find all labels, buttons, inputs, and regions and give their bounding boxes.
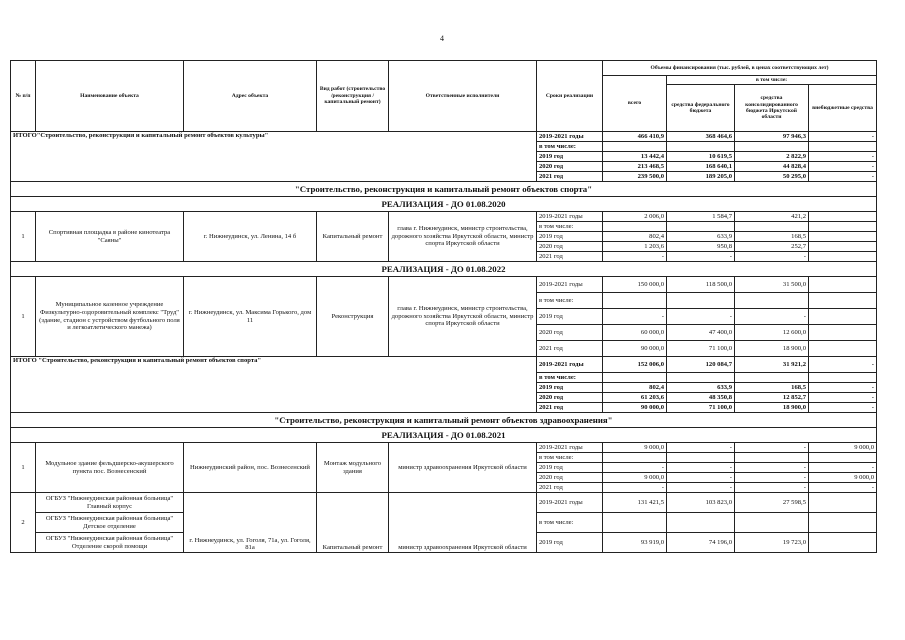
regional-cell: 18 900,0 xyxy=(735,403,809,413)
extra-cell xyxy=(809,309,877,325)
extra-cell: - xyxy=(809,393,877,403)
regional-cell: 168,5 xyxy=(735,383,809,393)
federal-cell: 47 400,0 xyxy=(667,325,735,341)
section-title-sport: "Строительство, реконструкция и капитальный ремонт объектов спорта" xyxy=(11,182,877,197)
col-address: Адрес объекта xyxy=(184,61,317,132)
total-cell: 9 000,0 xyxy=(603,473,667,483)
work-type: Капитальный ремонт xyxy=(317,493,389,553)
page-number: 4 xyxy=(440,34,444,43)
sport-total-row xyxy=(11,357,877,373)
period-cell: 2020 год xyxy=(537,162,603,172)
row-number: 1 xyxy=(11,443,36,493)
extra-cell xyxy=(809,293,877,309)
extra-cell xyxy=(809,533,877,553)
total-cell xyxy=(603,293,667,309)
federal-cell: 168 640,1 xyxy=(667,162,735,172)
total-cell: 93 919,0 xyxy=(603,533,667,553)
col-exec: Ответственные исполнители xyxy=(389,61,537,132)
extra-cell xyxy=(809,341,877,357)
total-cell: 61 203,6 xyxy=(603,393,667,403)
extra-cell: - xyxy=(809,383,877,393)
regional-cell: 27 598,5 xyxy=(735,493,809,513)
federal-cell xyxy=(667,142,735,152)
period-cell: в том числе: xyxy=(537,293,603,309)
period-cell: 2019 год xyxy=(537,463,603,473)
extra-cell xyxy=(809,252,877,262)
extra-cell: - xyxy=(809,463,877,473)
federal-cell: 368 464,6 xyxy=(667,132,735,142)
col-num: № п/п xyxy=(11,61,36,132)
work-type: Монтаж модульного здания xyxy=(317,443,389,493)
period-cell: 2021 год xyxy=(537,341,603,357)
regional-cell: 97 946,3 xyxy=(735,132,809,142)
total-cell: 13 442,4 xyxy=(603,152,667,162)
total-cell: - xyxy=(603,463,667,473)
extra-cell xyxy=(809,212,877,222)
period-cell: 2019-2021 годы xyxy=(537,212,603,222)
period-cell: 2021 год xyxy=(537,172,603,182)
period-cell: в том числе: xyxy=(537,142,603,152)
extra-cell: - xyxy=(809,357,877,373)
period-cell: в том числе: xyxy=(537,222,603,232)
federal-cell: 633,9 xyxy=(667,232,735,242)
period-cell: в том числе: xyxy=(537,373,603,383)
object-name: Спортивная площадка в районе кинотеатра "Саяны" xyxy=(36,212,184,262)
regional-cell: 31 921,2 xyxy=(735,357,809,373)
object-address: Нижнеудинский район, пос. Вознесенский xyxy=(184,443,317,493)
total-cell: - xyxy=(603,309,667,325)
extra-cell xyxy=(809,453,877,463)
work-type: Капитальный ремонт xyxy=(317,212,389,262)
federal-cell: - xyxy=(667,483,735,493)
period-cell: 2021 год xyxy=(537,483,603,493)
regional-cell: 252,7 xyxy=(735,242,809,252)
total-cell: 90 000,0 xyxy=(603,403,667,413)
culture-total-row xyxy=(11,132,877,142)
total-cell xyxy=(603,453,667,463)
federal-cell: 633,9 xyxy=(667,383,735,393)
period-cell: 2020 год xyxy=(537,473,603,483)
period-cell: 2019 год xyxy=(537,152,603,162)
total-cell: 152 006,0 xyxy=(603,357,667,373)
col-federal: средства федерального бюджета xyxy=(667,85,735,132)
object-address: г. Нижнеудинск, ул. Максима Горького, дом 11 xyxy=(184,277,317,357)
extra-cell xyxy=(809,513,877,533)
total-cell: 90 000,0 xyxy=(603,341,667,357)
period-cell: в том числе: xyxy=(537,453,603,463)
regional-cell: - xyxy=(735,309,809,325)
regional-cell xyxy=(735,293,809,309)
object-address: г. Нижнеудинск, ул. Гоголя, 71а, ул. Гоголя, 81а xyxy=(184,493,317,553)
federal-cell: 1 584,7 xyxy=(667,212,735,222)
executors: министр здравоохранения Иркутской области xyxy=(389,443,537,493)
regional-cell: 421,2 xyxy=(735,212,809,222)
culture-total-label: ИТОГО"Строительство, реконструкция и капитальный ремонт объектов культуры" xyxy=(11,132,537,182)
extra-cell: - xyxy=(809,132,877,142)
work-type: Реконструкция xyxy=(317,277,389,357)
federal-cell: - xyxy=(667,473,735,483)
total-cell xyxy=(603,222,667,232)
object-address: г. Нижнеудинск, ул. Ленина, 14 б xyxy=(184,212,317,262)
federal-cell: 10 619,5 xyxy=(667,152,735,162)
extra-cell: - xyxy=(809,152,877,162)
federal-cell: 950,8 xyxy=(667,242,735,252)
regional-cell: - xyxy=(735,473,809,483)
regional-cell: 2 822,9 xyxy=(735,152,809,162)
executors: министр здравоохранения Иркутской области xyxy=(389,493,537,553)
period-cell: 2019-2021 годы xyxy=(537,357,603,373)
total-cell: - xyxy=(603,483,667,493)
period-cell: 2020 год xyxy=(537,242,603,252)
extra-cell: - xyxy=(809,403,877,413)
regional-cell xyxy=(735,142,809,152)
row-number: 1 xyxy=(11,277,36,357)
object-name: Модульное здание фельдшерско-акушерского пункта пос. Вознесенский xyxy=(36,443,184,493)
regional-cell xyxy=(735,513,809,533)
period-cell: 2019-2021 годы xyxy=(537,443,603,453)
period-cell: 2019 год xyxy=(537,309,603,325)
extra-cell: - xyxy=(809,172,877,182)
col-regional: средства консолидированного бюджета Иркутской области xyxy=(735,85,809,132)
federal-cell xyxy=(667,513,735,533)
col-extra: внебюджетные средства xyxy=(809,85,877,132)
health-obj2-row xyxy=(11,493,877,513)
sport-obj1-row xyxy=(11,212,877,222)
financing-table xyxy=(10,60,877,553)
period-cell: 2020 год xyxy=(537,325,603,341)
executors: глава г. Нижнеудинск, министр строительства, дорожного хозяйства Иркутской области, министр спорта Иркутской области xyxy=(389,277,537,357)
sport-obj2-row xyxy=(11,277,877,293)
regional-cell: 12 852,7 xyxy=(735,393,809,403)
federal-cell xyxy=(667,453,735,463)
extra-cell xyxy=(809,242,877,252)
object-name: ОГБУЗ "Нижнеудинская районная больница" Главный корпус xyxy=(36,493,184,513)
total-cell: 1 203,6 xyxy=(603,242,667,252)
total-cell: 802,4 xyxy=(603,232,667,242)
regional-cell: 19 723,0 xyxy=(735,533,809,553)
header-row-1 xyxy=(11,61,877,76)
period-cell: 2019-2021 годы xyxy=(537,493,603,513)
total-cell: 2 006,0 xyxy=(603,212,667,222)
regional-cell: 168,5 xyxy=(735,232,809,242)
executors: глава г. Нижнеудинск, министр строительства, дорожного хозяйства Иркутской области, министр спорта Иркутской области xyxy=(389,212,537,262)
object-name: Муниципальное казенное учреждение Физкультурно-оздоровительный комплекс "Труд" (здание, стадион с устройством футбольного поля и легкоатлетического манежа) xyxy=(36,277,184,357)
col-work: Вид работ (строительство /реконструкция /капитальный ремонт) xyxy=(317,61,389,132)
federal-cell: - xyxy=(667,463,735,473)
extra-cell xyxy=(809,222,877,232)
federal-cell: 189 205,0 xyxy=(667,172,735,182)
object-name: ОГБУЗ "Нижнеудинская районная больница" Отделение скорой помощи xyxy=(36,533,184,553)
section-title-health: "Строительство, реконструкция и капитальный ремонт объектов здравоохранения" xyxy=(11,413,877,428)
regional-cell: - xyxy=(735,483,809,493)
federal-cell: - xyxy=(667,309,735,325)
extra-cell xyxy=(809,493,877,513)
total-cell: 131 421,5 xyxy=(603,493,667,513)
col-funding: Объемы финансирования (тыс. рублей, в ценах соответствующих лет) xyxy=(603,61,877,76)
federal-cell: 103 823,0 xyxy=(667,493,735,513)
period-cell: в том числе: xyxy=(537,513,603,533)
health-obj1-row xyxy=(11,443,877,453)
total-cell: 213 468,5 xyxy=(603,162,667,172)
total-cell: 150 000,0 xyxy=(603,277,667,293)
object-name: ОГБУЗ "Нижнеудинская районная больница" Детское отделение xyxy=(36,513,184,533)
regional-cell xyxy=(735,453,809,463)
regional-cell: 12 600,0 xyxy=(735,325,809,341)
regional-cell: 44 828,4 xyxy=(735,162,809,172)
total-cell: 9 000,0 xyxy=(603,443,667,453)
period-cell: 2019 год xyxy=(537,232,603,242)
col-incl: в том числе: xyxy=(667,76,877,85)
period-cell: 2021 год xyxy=(537,403,603,413)
extra-cell: - xyxy=(809,162,877,172)
federal-cell: 71 100,0 xyxy=(667,403,735,413)
row-number: 1 xyxy=(11,212,36,262)
extra-cell xyxy=(809,232,877,242)
period-cell: 2019-2021 годы xyxy=(537,132,603,142)
total-cell xyxy=(603,513,667,533)
realization-health-2021: РЕАЛИЗАЦИЯ - ДО 01.08.2021 xyxy=(11,428,877,443)
extra-cell xyxy=(809,142,877,152)
extra-cell: 9 000,0 xyxy=(809,443,877,453)
federal-cell: 71 100,0 xyxy=(667,341,735,357)
period-cell: 2019 год xyxy=(537,383,603,393)
total-cell: - xyxy=(603,252,667,262)
total-cell: 60 000,0 xyxy=(603,325,667,341)
sport-total-label: ИТОГО "Строительство, реконструкция и капитальный ремонт объектов спорта" xyxy=(11,357,537,413)
period-cell: 2020 год xyxy=(537,393,603,403)
regional-cell: 31 500,0 xyxy=(735,277,809,293)
period-cell: 2019 год xyxy=(537,533,603,553)
regional-cell: 18 900,0 xyxy=(735,341,809,357)
extra-cell xyxy=(809,325,877,341)
extra-cell: - xyxy=(809,483,877,493)
federal-cell: 74 196,0 xyxy=(667,533,735,553)
col-name: Наименование объекта xyxy=(36,61,184,132)
regional-cell: 50 295,0 xyxy=(735,172,809,182)
realization-sport-2020: РЕАЛИЗАЦИЯ - ДО 01.08.2020 xyxy=(11,197,877,212)
federal-cell xyxy=(667,293,735,309)
federal-cell xyxy=(667,373,735,383)
col-period: Сроки реализации xyxy=(537,61,603,132)
total-cell xyxy=(603,373,667,383)
federal-cell: - xyxy=(667,252,735,262)
regional-cell: - xyxy=(735,252,809,262)
total-cell: 239 500,0 xyxy=(603,172,667,182)
total-cell xyxy=(603,142,667,152)
total-cell: 802,4 xyxy=(603,383,667,393)
row-number: 2 xyxy=(11,493,36,553)
extra-cell: 9 000,0 xyxy=(809,473,877,483)
federal-cell: 120 084,7 xyxy=(667,357,735,373)
col-total: всего xyxy=(603,76,667,132)
federal-cell xyxy=(667,222,735,232)
extra-cell xyxy=(809,277,877,293)
regional-cell xyxy=(735,373,809,383)
period-cell: 2021 год xyxy=(537,252,603,262)
regional-cell: - xyxy=(735,443,809,453)
regional-cell xyxy=(735,222,809,232)
realization-sport-2022: РЕАЛИЗАЦИЯ - ДО 01.08.2022 xyxy=(11,262,877,277)
federal-cell: 48 350,8 xyxy=(667,393,735,403)
regional-cell: - xyxy=(735,463,809,473)
federal-cell: 118 500,0 xyxy=(667,277,735,293)
extra-cell xyxy=(809,373,877,383)
period-cell: 2019-2021 годы xyxy=(537,277,603,293)
total-cell: 466 410,9 xyxy=(603,132,667,142)
federal-cell: - xyxy=(667,443,735,453)
